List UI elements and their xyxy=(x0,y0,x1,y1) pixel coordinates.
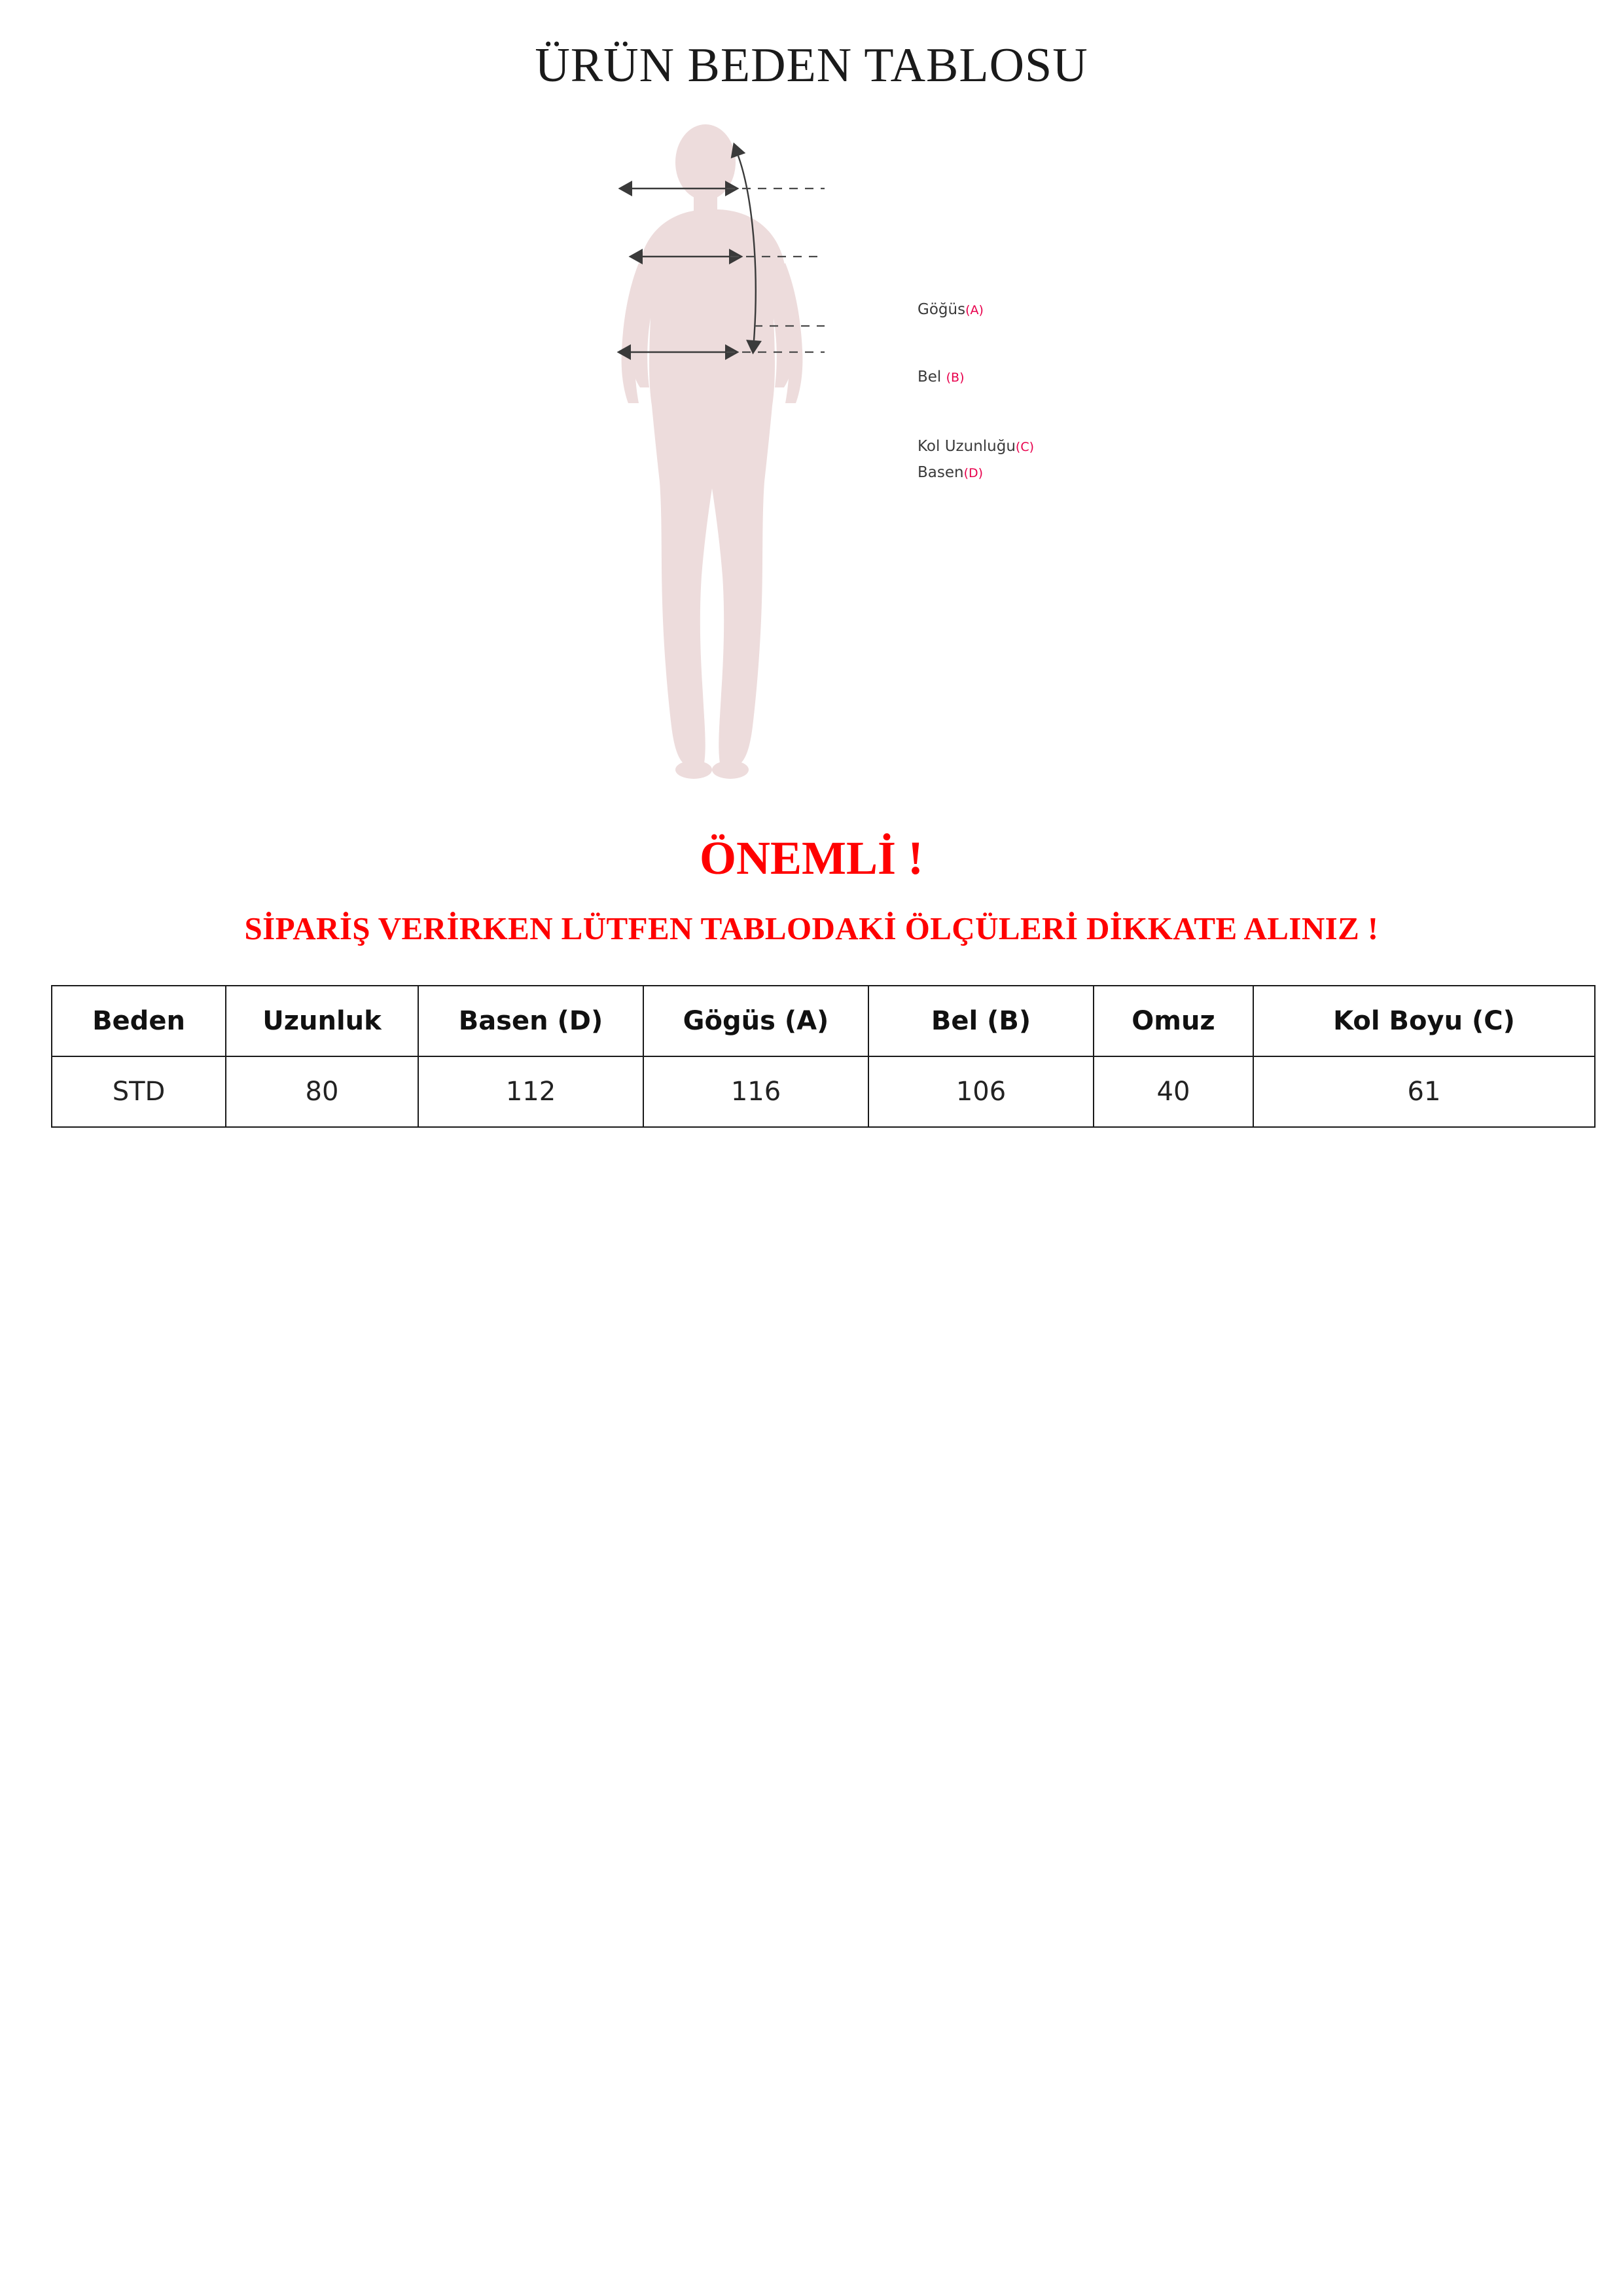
table-header-row xyxy=(52,986,1595,1056)
table-row xyxy=(52,1056,1595,1127)
cell-bel: 106 xyxy=(868,1056,1094,1127)
cell-gogus: 116 xyxy=(643,1056,868,1127)
cell-uzunluk: 80 xyxy=(226,1056,418,1127)
callout-basen-code: (D) xyxy=(963,466,984,480)
cell-omuz: 40 xyxy=(1094,1056,1253,1127)
cell-kol-boyu: 61 xyxy=(1253,1056,1595,1127)
cell-basen: 112 xyxy=(418,1056,643,1127)
cell-beden: STD xyxy=(52,1056,226,1127)
callout-kol-uzunlugu xyxy=(918,438,1034,455)
callout-bel xyxy=(918,368,965,386)
header-beden: Beden xyxy=(52,986,226,1056)
callout-kol-code: (C) xyxy=(1015,440,1035,454)
header-bel: Bel (B) xyxy=(868,986,1094,1056)
callout-basen xyxy=(918,464,983,481)
header-gogus: Gögüs (A) xyxy=(643,986,868,1056)
header-kol-boyu: Kol Boyu (C) xyxy=(1253,986,1595,1056)
callout-basen-label: Basen xyxy=(918,464,964,481)
measurement-figure xyxy=(0,118,1623,812)
notice-headline: ÖNEMLİ ! xyxy=(700,832,923,884)
callout-bel-label: Bel xyxy=(918,368,942,386)
size-table xyxy=(51,985,1596,1128)
header-basen: Basen (D) xyxy=(418,986,643,1056)
callout-gogus-code: (A) xyxy=(965,303,984,317)
callout-gogus xyxy=(918,301,984,318)
page-title: ÜRÜN BEDEN TABLOSU xyxy=(535,39,1088,92)
header-omuz: Omuz xyxy=(1094,986,1253,1056)
header-uzunluk: Uzunluk xyxy=(226,986,418,1056)
callout-kol-label: Kol Uzunluğu xyxy=(918,438,1016,455)
notice-subline: SİPARİŞ VERİRKEN LÜTFEN TABLODAKİ ÖLÇÜLERİ DİKKATE ALINIZ ! xyxy=(244,910,1379,946)
female-body-silhouette-icon xyxy=(563,118,1086,812)
callout-bel-code: (B) xyxy=(946,370,965,385)
callout-gogus-label: Göğüs xyxy=(918,301,966,318)
